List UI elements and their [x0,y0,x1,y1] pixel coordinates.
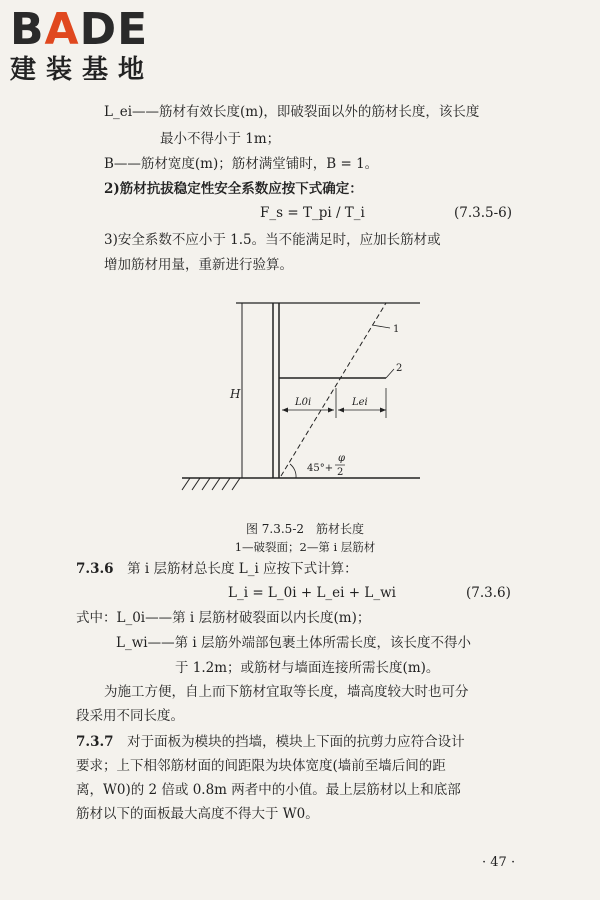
label-1: 1 [393,324,400,335]
logo-wordmark: BADE [10,4,149,55]
failure-plane [281,303,386,476]
equation-7356-number: (7.3.5-6) [454,205,513,221]
section-737-line2: 要求；上下相邻筋材面的间距限为块体宽度(墙前至墙后间的距 [76,758,446,774]
figure-legend: 1—破裂面；2—第 i 层筋材 [234,540,376,554]
where-L0i: 式中：L_0i——第 i 层筋材破裂面以内长度(m)； [76,610,371,626]
item-3-text-cont: 增加筋材用量，重新进行验算。 [104,257,293,273]
paragraph-736-cont: 段采用不同长度。 [76,708,184,724]
ground-hatching [182,478,240,490]
definition-Lei-cont: 最小不得小于 1m； [160,131,281,147]
equation-736: L_i = L_0i + L_ei + L_wi [228,585,396,601]
label-angle: 45°+ [307,463,334,474]
label-L0i: L0i [295,397,312,408]
page-number: · 47 · [482,855,516,870]
label-two: 2 [337,467,344,478]
section-737-line4: 筋材以下的面板最大高度不得大于 W0。 [76,806,319,822]
leader-1 [372,325,390,328]
equation-7356: F_s = T_pi / T_i [260,205,365,221]
label-H: H [230,387,241,401]
figure-title: 图 7.3.5-2 筋材长度 [245,522,365,536]
logo-subtitle: 建装基地 [10,55,155,85]
definition-B: B——筋材宽度(m)；筋材满堂铺时，B = 1。 [104,156,379,172]
where-Lwi-cont: 于 1.2m；或筋材与墙面连接所需长度(m)。 [175,660,440,676]
section-736-heading: 7.3.6 第 i 层筋材总长度 L_i 应按下式计算： [76,561,358,577]
label-Lei: Lei [352,397,368,408]
definition-Lei: L_ei——筋材有效长度(m)，即破裂面以外的筋材长度，该长度 [104,104,480,120]
item-3-text: 3)安全系数不应小于 1.5。当不能满足时，应加长筋材或 [104,232,441,248]
leader-2 [386,369,394,378]
equation-736-number: (7.3.6) [466,585,511,601]
where-Lwi: L_wi——第 i 层筋外端部包裹土体所需长度，该长度不得小 [116,635,471,651]
label-phi: φ [338,453,346,464]
item-2-heading: 2)筋材抗拔稳定性安全系数应按下式确定： [104,181,363,197]
angle-arc [290,464,296,478]
section-737-heading: 7.3.7 对于面板为模块的挡墙，模块上下面的抗剪力应符合设计 [76,734,465,750]
paragraph-736: 为施工方便，自上而下筋材宜取等长度，墙高度较大时也可分 [104,684,469,700]
section-737-line3: 离，W0)的 2 倍或 0.8m 两者中的小值。最上层筋材以上和底部 [76,782,461,798]
label-2: 2 [396,363,403,374]
